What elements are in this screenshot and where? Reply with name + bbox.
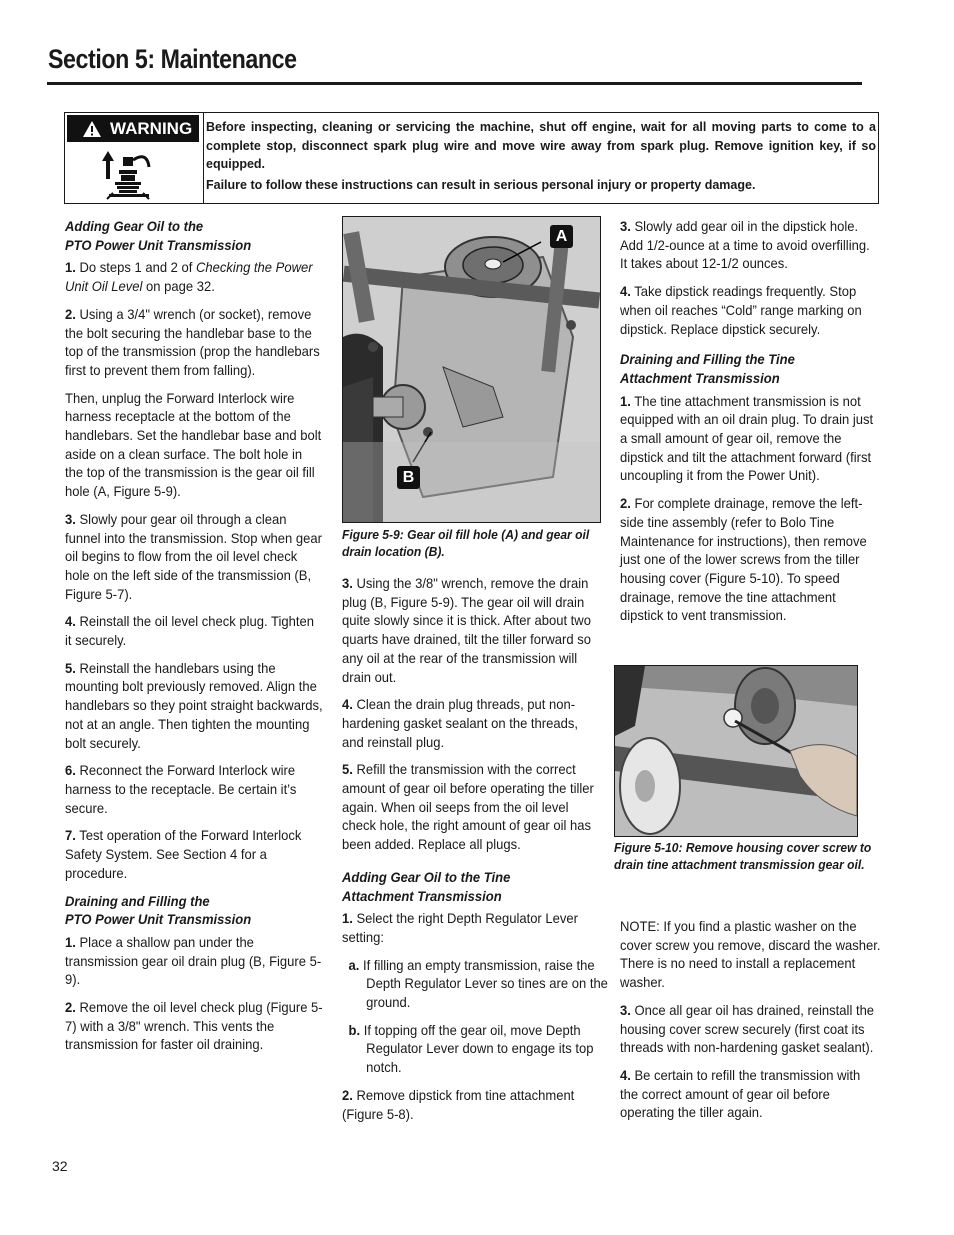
figure-5-10-image [614,665,858,837]
warning-triangle-icon [82,120,102,138]
tine-step-1a: a. If filling an empty transmission, raise the Depth Regulator Lever so tines are on the ground. [348,956,608,1011]
figure-5-10-caption-block [614,840,876,882]
column-3-lower [620,917,882,1131]
drain-step-1: 1. Place a shallow pan under the transmission gear oil drain plug (B, Figure 5-9). [65,933,322,988]
tine-drain-step-1: 1. The tine attachment transmission is not equipped with an oil drain plug. To drain just a small amount of gear oil, remove the dipstick and tilt the attachment forward (first uncoupling it from the Power Unit). [620,392,874,484]
tine-step-3: 3. Slowly add gear oil in the dipstick hole. Add 1/2-ounce at a time to avoid overfilling. It takes about 12-1/2 ounces. [620,218,870,272]
warning-badge [67,115,199,142]
housing-cover-illustration [615,666,857,836]
figure-5-9-image [342,216,601,523]
step-3-drain: 3. Using the 3/8" wrench, remove the drain plug (B, Figure 5-9). The gear oil will drain quite slowly since it is thick. After about two quarts have drained, tilt the tiller forward so any oil at the rear of the transmission will drain out. [342,575,591,685]
tine-drain-step-2: 2. For complete drainage, remove the left-side tine assembly (refer to Bolo Tine Maintenance for instructions), then remove just one of the lower screws from the tiller housing cover (Figure 5-10). To speed drainage, remove the tine attachment dipstick to vent transmission. [620,495,867,624]
figure-callout-b: B [397,466,420,489]
warning-text-2: Failure to follow these instructions can result in serious personal injury or property damage. [206,177,756,192]
step-4-drain: 4. Clean the drain plug threads, put non-hardening gasket sealant on the threads, and reinstall plug. [342,696,578,750]
step-4: 4. Reinstall the oil level check plug. Tighten it securely. [65,613,314,649]
tine-step-1: 1. Select the right Depth Regulator Lever setting: [342,910,578,945]
heading-draining-tine: Draining and Filling the Tine Attachment Transmission [620,351,795,386]
step-1: 1. Do steps 1 and 2 of Checking the Power Unit Oil Level on page 32. [65,259,313,295]
heading-adding-gear-oil-pto: Adding Gear Oil to the PTO Power Unit Transmission [65,218,252,253]
figure-5-9-caption: Figure 5-9: Gear oil fill hole (A) and gear oil drain location (B). [342,527,590,559]
disconnect-spark-plug-icon [99,147,169,201]
warning-label: WARNING [110,118,193,138]
column-3 [620,217,880,634]
tine-drain-step-3: 3. Once all gear oil has drained, reinstall the housing cover screw securely (first coat its threads with non-hardening gasket sealant). [620,1001,875,1056]
page-title: Section 5: Maintenance [48,44,297,74]
heading-draining-pto: Draining and Filling the PTO Power Unit Transmission [65,892,252,928]
transmission-illustration [343,217,600,522]
step-2: 2. Using a 3/4" wrench (or socket), remove the bolt securing the handlebar base to the top of the transmission (prop the handlebars first to prevent them from falling). [65,305,320,378]
step-6: 6. Reconnect the Forward Interlock wire harness to the receptacle. Be certain it’s secure. [65,762,297,816]
warning-box [64,112,879,204]
figure-5-10-caption: Figure 5-10: Remove housing cover screw to drain tine attachment transmission gear oil. [614,840,872,872]
step-7: 7. Test operation of the Forward Interlock Safety System. See Section 4 for a procedure. [65,827,302,881]
tine-step-1b: b. If topping off the gear oil, move Depth Regulator Lever down to engage its top notch. [348,1021,594,1076]
step-5: 5. Reinstall the handlebars using the mounting bolt previously removed. Align the handlebars so they point straight backwards, not at an angle. Then tighten the mounting bolt securely. [65,659,323,751]
warning-text [206,118,876,194]
note-washer: NOTE: If you find a plastic washer on the cover screw you remove, discard the washer. There is no need to install a replacement washer. [620,918,881,991]
paragraph-then: Then, unplug the Forward Interlock wire harness receptacle at the bottom of the handlebars. Set the handlebar base and bolt aside on a clean surface. The bolt hole in the top of the transmission is the gear oil fill hole (A, Figure 5-9). [65,389,322,500]
warning-icon-panel [65,113,204,203]
column-1 [65,217,323,1063]
tine-drain-step-4: 4. Be certain to refill the transmission with the correct amount of gear oil before operating the tiller again. [620,1066,861,1121]
step-3: 3. Slowly pour gear oil through a clean funnel into the transmission. Stop when gear oil begins to flow from the oil level check hole on the left side of the transmission (B, Figure 5-7). [65,510,322,602]
title-rule [47,82,862,85]
tine-step-2: 2. Remove dipstick from tine attachment (Figure 5-8). [342,1086,575,1122]
tine-step-4: 4. Take dipstick readings frequently. Stop when oil reaches “Cold” range marking on dipstick. Replace dipstick securely. [620,283,862,337]
drain-step-2: 2. Remove the oil level check plug (Figure 5-7) with a 3/8" wrench. This vents the transmission for faster oil draining. [65,999,323,1053]
figure-callout-a: A [550,225,573,248]
page-number: 32 [52,1158,68,1174]
warning-text-1: Before inspecting, cleaning or servicing the machine, shut off engine, wait for all moving parts to come to a complete stop, disconnect spark plug wire and move wire away from spark plug. Remove ignition key, if so equipped. [206,120,876,171]
heading-adding-gear-oil-tine: Adding Gear Oil to the Tine Attachment Transmission [342,868,511,904]
column-2 [342,527,608,1132]
step-5-drain: 5. Refill the transmission with the correct amount of gear oil before operating the tiller again. When oil seeps from the oil level check hole, the right amount of gear oil has been added. Replace all plugs. [342,761,594,853]
